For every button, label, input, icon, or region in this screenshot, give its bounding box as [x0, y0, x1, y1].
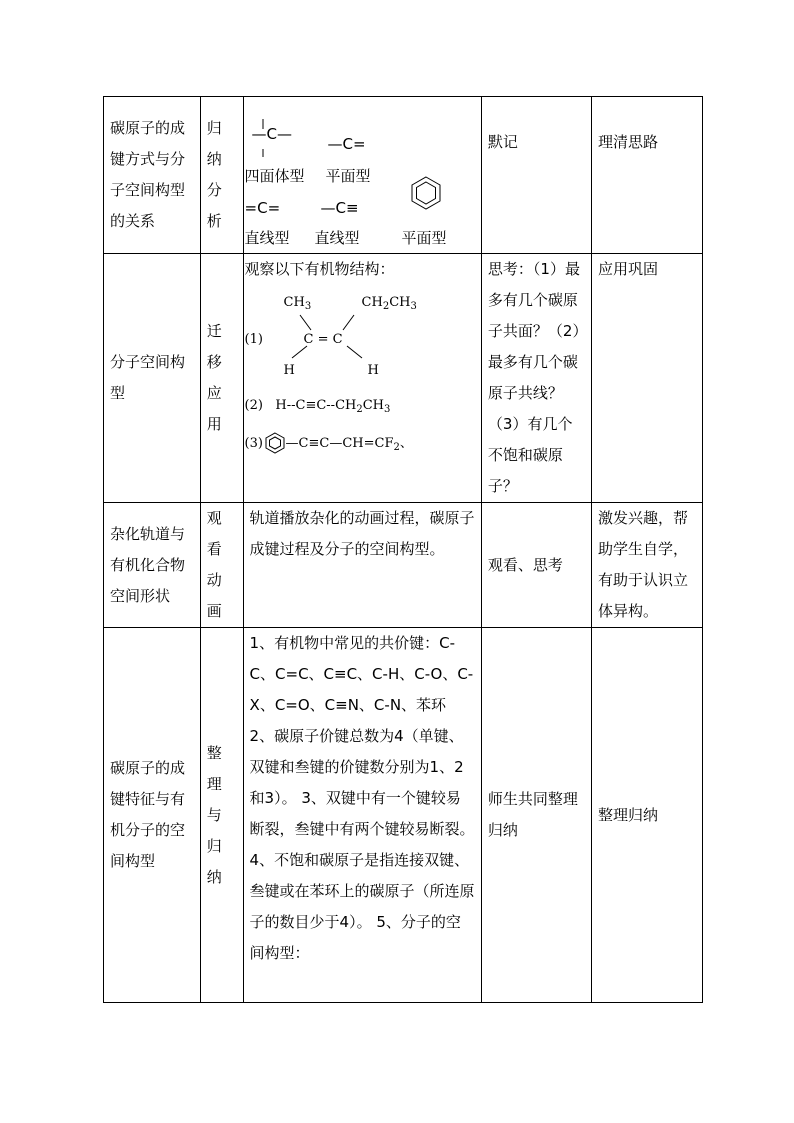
- benzene-label: 平面型: [401, 229, 447, 247]
- linear-formula-1: =C=: [244, 199, 281, 217]
- content-cell: [243, 254, 481, 503]
- planar-formula: —C=: [327, 135, 366, 153]
- student-cell: 观看、思考: [481, 503, 591, 628]
- method-cell: 迁移应用: [200, 254, 243, 503]
- hydrogen-left: H: [283, 363, 295, 378]
- intent-cell: 整理归纳: [591, 628, 702, 1003]
- topic-cell: 碳原子的成键方式与分子空间构型的关系: [104, 97, 201, 254]
- structure3: $—C\equiv C—CH=CF_2$、: [285, 436, 413, 453]
- content-cell: 轨道播放杂化的动画过程，碳原子成键过程及分子的空间构型。: [243, 503, 481, 628]
- hydrogen-right: H: [367, 363, 379, 378]
- table-row: [104, 503, 703, 628]
- lesson-table: [103, 96, 703, 1003]
- topic-cell: 碳原子的成键特征与有机分子的空间构型: [104, 628, 201, 1003]
- structure-intro: 观察以下有机物结构：: [244, 260, 395, 278]
- tetrahedral-formula: —C—: [251, 125, 293, 143]
- table-row: [104, 254, 703, 503]
- structure1-bonds: [244, 254, 478, 503]
- method-cell: 观看动画: [200, 503, 243, 628]
- structure2: (2) $H--C\equiv C--CH_2CH_3$: [244, 398, 391, 415]
- linear-label-1: 直线型: [244, 229, 290, 247]
- intent-cell: 理清思路: [591, 97, 702, 254]
- double-bond-cc: C = C: [303, 332, 343, 347]
- ch3-group: $CH_3$: [283, 295, 312, 312]
- structure3-number: (3): [244, 436, 263, 451]
- tetrahedral-label: 四面体型: [244, 167, 305, 185]
- intent-cell: 应用巩固: [591, 254, 702, 503]
- table-row: [104, 97, 703, 254]
- method-cell: 归纳分析: [200, 97, 243, 254]
- ch2ch3-group: $CH_2CH_3$: [361, 295, 417, 312]
- topic-cell: 分子空间构型: [104, 254, 201, 503]
- linear-label-2: 直线型: [314, 229, 360, 247]
- table-row: [104, 628, 703, 1003]
- intent-cell: 激发兴趣，帮助学生自学，有助于认识立体异构。: [591, 503, 702, 628]
- student-cell: 思考：（1）最多有几个碳原子共面？（2）最多有几个碳原子共线？（3）有几个不饱和碳原子？: [481, 254, 591, 503]
- method-cell: 整理与归纳: [200, 628, 243, 1003]
- benzene-ring-icon: [409, 175, 443, 211]
- structure1-number: (1): [244, 332, 263, 347]
- student-cell: 默记: [481, 97, 591, 254]
- topic-cell: 杂化轨道与有机化合物空间形状: [104, 503, 201, 628]
- content-cell: 1、有机物中常见的共价键：C-C、C=C、C≡C、C-H、C-O、C-X、C=O、C≡N、C-N、苯环 2、碳原子价键总数为4（单键、双键和叁键的价键数分别为1、2和3）。 3、双键中有一个键较易断裂，叁键中有两个键较易断裂。 4、不饱和碳原子是指连接双键、叁键或在苯环上的碳原子（所连原子的数目少于4）。 5、分子的空间构型：: [243, 628, 481, 1003]
- content-cell: [243, 97, 481, 254]
- benzene-ring-icon: [264, 432, 286, 454]
- planar-label: 平面型: [325, 167, 371, 185]
- linear-formula-2: —C≡: [320, 199, 359, 217]
- student-cell: 师生共同整理归纳: [481, 628, 591, 1003]
